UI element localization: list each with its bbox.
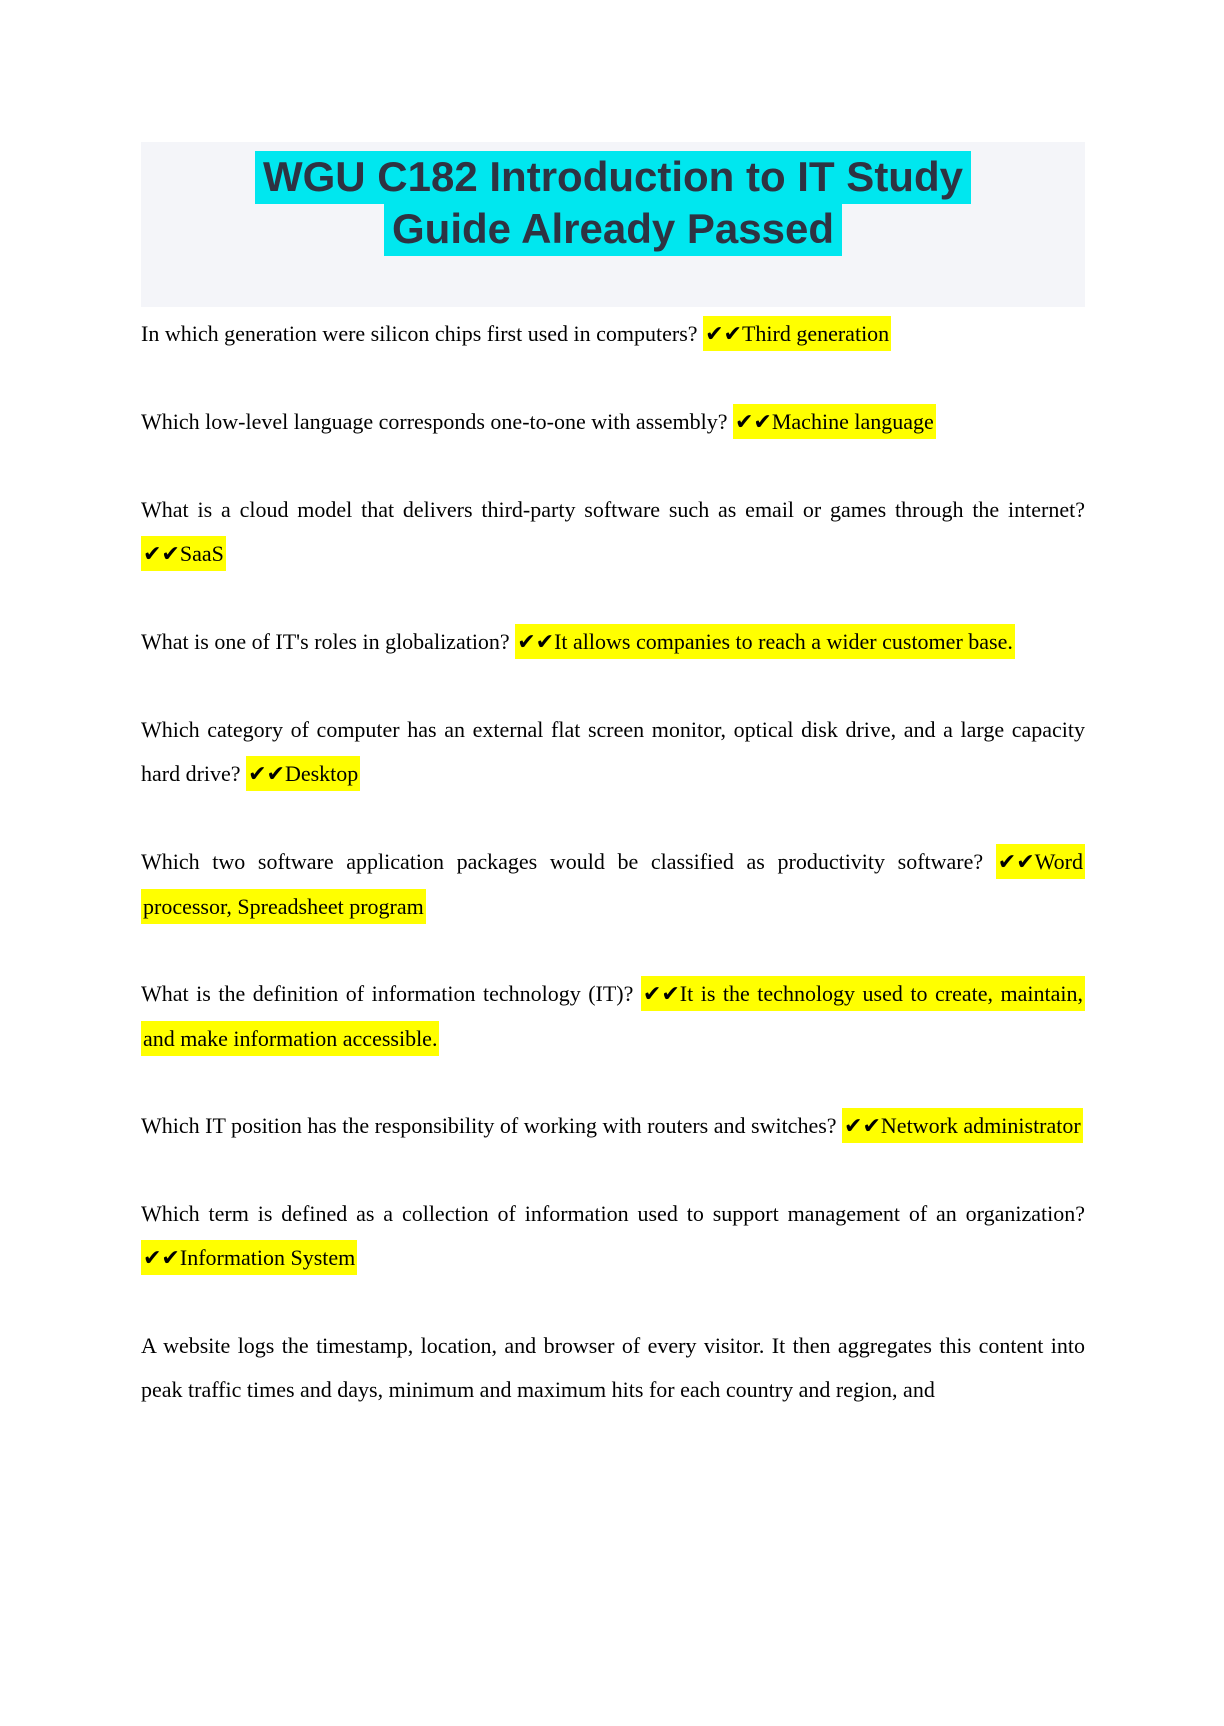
question-text: What is one of IT's roles in globalization? (141, 629, 510, 654)
double-check-icon: ✔✔ (143, 1246, 180, 1271)
double-check-icon: ✔✔ (844, 1114, 881, 1139)
double-check-icon: ✔✔ (642, 982, 680, 1007)
qa-item-10 (141, 1324, 1085, 1412)
question-text: Which IT position has the responsibility of working with routers and switches? (141, 1113, 837, 1138)
page-title (141, 151, 1085, 255)
qa-item-9 (141, 1192, 1085, 1281)
answer-text: It is the technology used to create, maintain, and make information accessible. (143, 981, 1083, 1051)
answer-highlight (733, 404, 936, 439)
qa-item-1 (141, 312, 1085, 357)
double-check-icon: ✔✔ (734, 410, 772, 435)
question-text: A website logs the timestamp, location, and browser of every visitor. It then aggregates this content into peak traffic times and days, minimum and maximum hits for each country and region, and (141, 1333, 1085, 1402)
question-text: In which generation were silicon chips first used in computers? (141, 321, 698, 346)
qa-item-8 (141, 1104, 1085, 1149)
double-check-icon: ✔✔ (517, 630, 555, 655)
answer-text: Third generation (741, 321, 890, 346)
answer-text: Word processor, Spreadsheet program (143, 849, 1084, 919)
double-check-icon: ✔✔ (705, 322, 742, 347)
qa-item-3 (141, 488, 1085, 577)
question-text: Which category of computer has an external flat screen monitor, optical disk drive, and a large capacity hard drive? (141, 717, 1085, 786)
document-page (0, 142, 1224, 1726)
double-check-icon: ✔✔ (143, 542, 180, 567)
question-text: What is the definition of information technology (IT)? (141, 981, 634, 1006)
answer-highlight (703, 316, 891, 351)
double-check-icon: ✔✔ (997, 850, 1035, 875)
qa-item-2 (141, 400, 1085, 445)
answer-text: SaaS (179, 541, 224, 566)
document-body (141, 312, 1085, 1412)
title-band (141, 142, 1085, 307)
answer-text: It allows companies to reach a wider customer base. (554, 629, 1013, 654)
double-check-icon: ✔✔ (248, 762, 285, 787)
answer-text: Network administrator (880, 1113, 1081, 1138)
answer-highlight (842, 1108, 1083, 1143)
page-title-line-1: WGU C182 Introduction to IT Study (255, 151, 971, 204)
qa-item-6 (141, 840, 1085, 929)
answer-highlight (515, 624, 1015, 659)
answer-text: Desktop (284, 761, 359, 786)
question-text: Which two software application packages would be classified as productivity software? (141, 849, 984, 874)
qa-item-5 (141, 708, 1085, 797)
qa-item-7 (141, 972, 1085, 1061)
question-text: Which term is defined as a collection of information used to support management of an organization? (141, 1201, 1085, 1226)
question-text: What is a cloud model that delivers third-party software such as email or games through the internet? (141, 497, 1085, 522)
answer-text: Information System (179, 1245, 356, 1270)
page-title-line-2: Guide Already Passed (384, 203, 842, 256)
answer-highlight (141, 536, 226, 571)
question-text: Which low-level language corresponds one-to-one with assembly? (141, 409, 728, 434)
answer-text: Machine language (771, 409, 934, 434)
answer-highlight (246, 756, 360, 791)
qa-item-4 (141, 620, 1085, 665)
answer-highlight (141, 1240, 357, 1275)
